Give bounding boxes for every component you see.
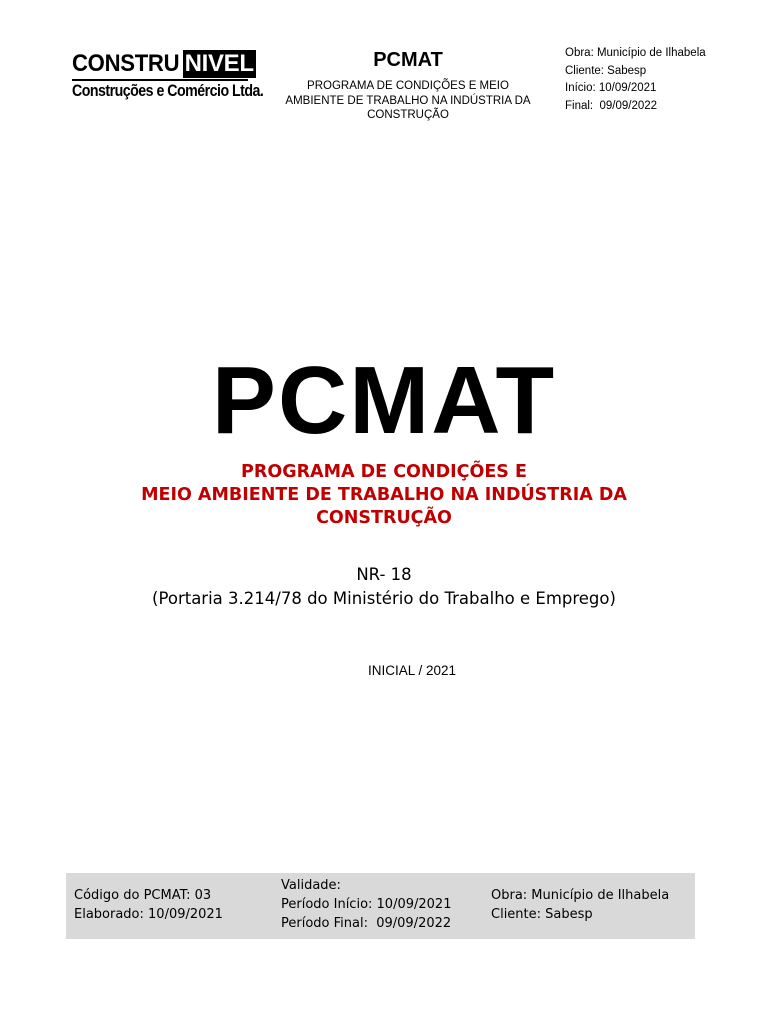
header-info-obra: Obra: Município de Ilhabela bbox=[565, 47, 706, 59]
header-subtitle-line: CONSTRUÇÃO bbox=[367, 109, 449, 121]
portaria-reference: (Portaria 3.214/78 do Ministério do Trabalho e Emprego) bbox=[152, 589, 616, 608]
norm-reference: NR- 18 bbox=[356, 565, 412, 584]
logo-name-part1: CONSTRU bbox=[72, 50, 180, 77]
company-logo bbox=[72, 50, 264, 101]
program-title-line: PROGRAMA DE CONDIÇÕES E bbox=[241, 462, 527, 482]
program-title-line: CONSTRUÇÃO bbox=[316, 508, 452, 528]
document-title: PCMAT bbox=[211, 347, 557, 454]
header-info-inicio: Início: 10/09/2021 bbox=[565, 82, 657, 94]
program-title-line: MEIO AMBIENTE DE TRABALHO NA INDÚSTRIA DA bbox=[141, 485, 627, 505]
program-title bbox=[0, 461, 768, 530]
footer-client: Cliente: Sabesp bbox=[491, 907, 593, 922]
footer-period-start: Período Início: 10/09/2021 bbox=[281, 897, 452, 912]
footer-code: Código do PCMAT: 03 bbox=[74, 888, 212, 903]
logo-tagline: Construções e Comércio Ltda. bbox=[72, 82, 264, 100]
header-title: PCMAT bbox=[373, 49, 443, 71]
header-subtitle bbox=[258, 79, 558, 123]
edition-label: INICIAL / 2021 bbox=[368, 663, 457, 678]
footer-info-box bbox=[66, 873, 695, 939]
footer-obra: Obra: Município de Ilhabela bbox=[491, 888, 670, 903]
footer-work-column bbox=[491, 886, 669, 924]
footer-validity-label: Validade: bbox=[281, 878, 341, 893]
footer-validity-column bbox=[281, 876, 451, 933]
header-subtitle-line: AMBIENTE DE TRABALHO NA INDÚSTRIA DA bbox=[285, 94, 531, 107]
header-center bbox=[258, 48, 558, 123]
footer-code-column bbox=[74, 886, 223, 924]
footer-elaborated: Elaborado: 10/09/2021 bbox=[74, 907, 223, 922]
header-info-final: Final: 09/09/2022 bbox=[565, 99, 658, 112]
header-subtitle-line: PROGRAMA DE CONDIÇÕES E MEIO bbox=[307, 80, 509, 92]
footer-period-end: Período Final: 09/09/2022 bbox=[281, 916, 452, 931]
header-info-cliente: Cliente: Sabesp bbox=[565, 64, 647, 77]
logo-name bbox=[72, 50, 252, 78]
header-info bbox=[565, 45, 706, 115]
logo-name-part2: NIVEL bbox=[184, 50, 254, 77]
